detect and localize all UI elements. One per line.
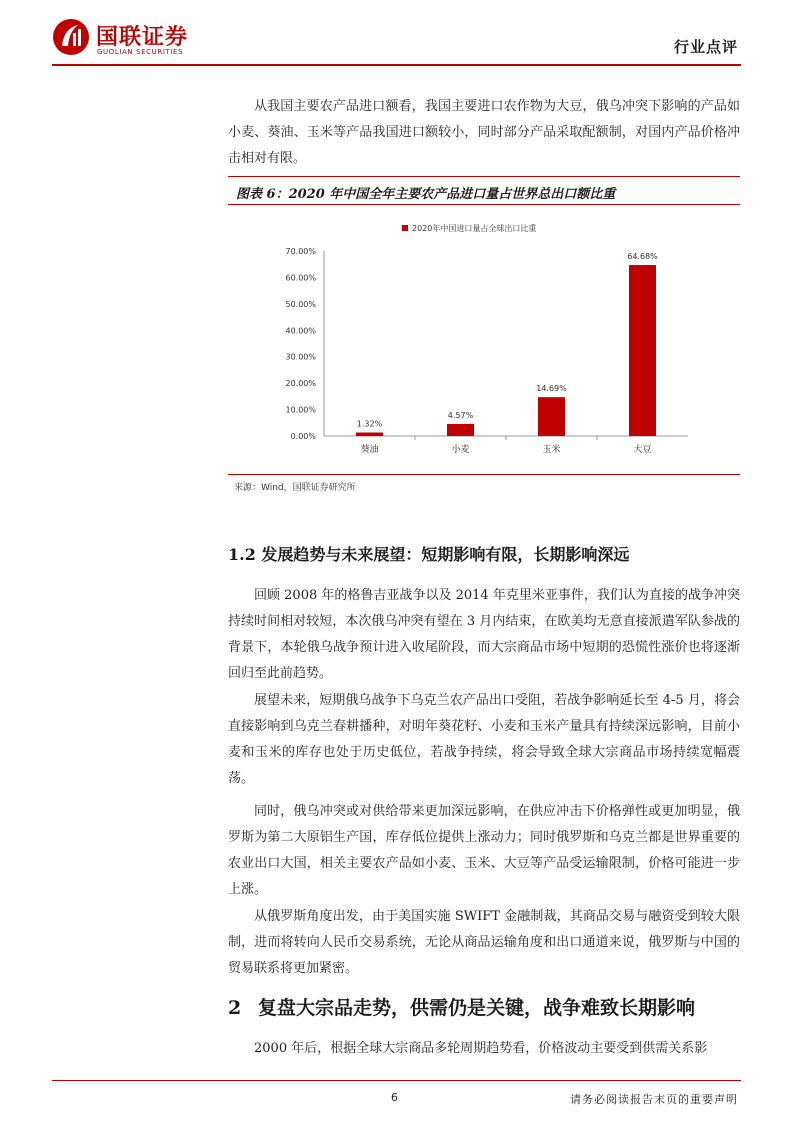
logo-chinese-name: 国联证券 [96, 25, 189, 50]
y-tick-label: 0.00% [290, 432, 316, 441]
section-1-2-paragraph-4: 从俄罗斯角度出发，由于美国实施 SWIFT 金融制裁，其商品交易与融资受到较大限制，进而将转向人民币交易系统，无论从商品运输角度和出口通道来说，俄罗斯与中国的贸易联系将更加紧密。 [228, 909, 740, 976]
data-label-3: 64.68% [627, 252, 658, 262]
logo-mark-icon [52, 18, 90, 56]
section-2-number: 2 [228, 997, 242, 1019]
section-2-title: 复盘大宗品走势，供需仍是关键，战争难致长期影响 [258, 997, 696, 1019]
bar-2 [538, 397, 565, 436]
figure-title: 图表 6：2020 年中国全年主要农产品进口量占世界总出口额比重 [236, 187, 616, 202]
company-logo [52, 18, 212, 58]
y-tick-label: 10.00% [285, 405, 316, 415]
page-header [0, 0, 793, 66]
legend-label: 2020年中国进口量占全球出口比重 [412, 224, 537, 233]
bar-0 [356, 433, 383, 436]
section-1-2-paragraph-3: 同时，俄乌冲突或对供给带来更加深远影响，在供应冲击下价格弹性或更加明显，俄罗斯为第二大原铝生产国，库存低位提供上涨动力；同时俄罗斯和乌克兰都是世界重要的农业出口大国，相关主要农产品如小麦、玉米、大豆等产品受运输限制，价格可能进一步上涨。 [228, 804, 740, 897]
section-2-heading [228, 993, 740, 1020]
figure-title-bar [228, 176, 740, 205]
bar-3 [629, 265, 656, 436]
x-tick-label-3: 大豆 [633, 445, 652, 455]
source-divider [228, 474, 740, 475]
header-divider [52, 64, 741, 66]
data-label-0: 1.32% [356, 419, 383, 429]
bar-1 [447, 424, 474, 436]
x-tick-label-2: 玉米 [542, 445, 561, 455]
y-tick-label: 40.00% [285, 326, 316, 336]
footer-disclaimer: 请务必阅读报告末页的重要声明 [570, 1093, 738, 1106]
logo-english-name: GUOLIAN SECURITIES [97, 48, 184, 56]
section-1-2-heading: 1.2 发展趋势与未来展望：短期影响有限，长期影响深远 [228, 545, 630, 564]
page-number: 6 [391, 1091, 398, 1104]
data-label-2: 14.69% [536, 384, 567, 394]
section-2-paragraph: 2000 年后，根据全球大宗商品多轮周期趋势看，价格波动主要受到供需关系影 [254, 1041, 708, 1056]
import-share-chart [228, 210, 740, 475]
figure-source: 来源：Wind，国联证券研究所 [234, 483, 356, 493]
legend-swatch [402, 225, 408, 231]
y-tick-label: 60.00% [285, 273, 316, 283]
y-tick-label: 30.00% [285, 352, 316, 362]
y-tick-label: 70.00% [285, 247, 316, 256]
y-tick-label: 20.00% [285, 379, 316, 389]
section-1-2-paragraph-1: 回顾 2008 年的格鲁吉亚战争以及 2014 年克里米亚事件，我们认为直接的战争冲突持续时间相对较短，本次俄乌冲突有望在 3 月内结束，在欧美均无意直接派遣军队参战的背景下，本轮俄乌战争预计进入收尾阶段，而大宗商品市场中短期的恐慌性涨价也将逐渐回归至此前趋势。 [228, 588, 740, 681]
footer-divider [52, 1080, 741, 1081]
chart-canvas [228, 210, 740, 475]
y-tick-label: 50.00% [285, 299, 316, 309]
data-label-1: 4.57% [447, 410, 474, 420]
document-type: 行业点评 [673, 38, 738, 56]
intro-paragraph: 从我国主要农产品进口额看，我国主要进口农作物为大豆，俄乌冲突下影响的产品如小麦、葵油、玉米等产品我国进口额较小，同时部分产品采取配额制，对国内产品价格冲击相对有限。 [228, 99, 740, 166]
section-1-2-paragraph-2: 展望未来，短期俄乌战争下乌克兰农产品出口受阻，若战争影响延长至 4-5 月，将会直接影响到乌克兰春耕播种，对明年葵花籽、小麦和玉米产量具有持续深远影响，目前小麦和玉米的库存也处于历史低位，若战争持续，将会导致全球大宗商品市场持续宽幅震荡。 [228, 693, 740, 786]
x-tick-label-1: 小麦 [451, 445, 470, 455]
x-tick-label-0: 葵油 [360, 445, 379, 455]
